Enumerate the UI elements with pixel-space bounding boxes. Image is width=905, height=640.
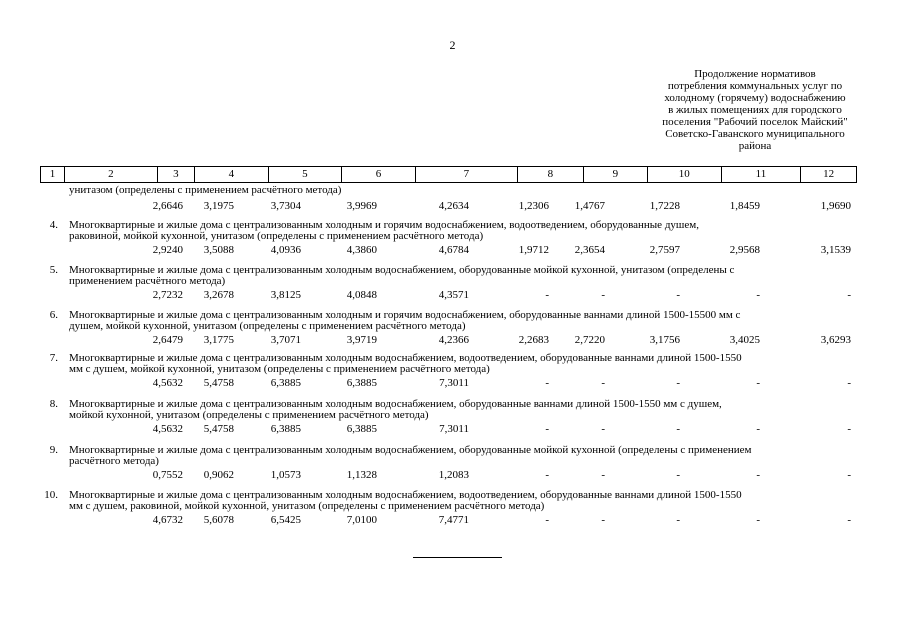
description-line: Многоквартирные и жилые дома с централизованным холодным водоснабжением, водоотведением, оборудованные ваннами длиной 1500-1550 xyxy=(69,489,742,501)
row-number: 5. xyxy=(49,264,58,276)
row-description xyxy=(69,399,872,421)
value-cell: - xyxy=(676,289,680,301)
value-cell: 6,3885 xyxy=(346,423,377,435)
value-row xyxy=(40,289,857,302)
value-cell: 7,3011 xyxy=(439,377,469,389)
value-cell: 2,2683 xyxy=(518,334,549,346)
row-description: унитазом (определены с применением расчётного метода) xyxy=(69,184,342,196)
row-number: 9. xyxy=(49,444,58,456)
description-line: расчётного метода) xyxy=(69,455,159,467)
value-cell: 5,6078 xyxy=(203,514,234,526)
value-cell: - xyxy=(676,377,680,389)
row-description xyxy=(69,490,872,512)
value-cell: 3,9719 xyxy=(346,334,377,346)
value-cell: 1,7228 xyxy=(649,200,680,212)
value-cell: 3,1775 xyxy=(203,334,234,346)
value-cell: 5,4758 xyxy=(203,377,234,389)
value-cell: 1,9690 xyxy=(820,200,851,212)
description-line: душем, мойкой кухонной, унитазом (определены с применением расчётного метода) xyxy=(69,320,466,332)
caption-line: района xyxy=(738,140,772,152)
value-cell: 3,7071 xyxy=(270,334,301,346)
value-cell: 0,9062 xyxy=(203,469,234,481)
value-cell: - xyxy=(545,377,549,389)
row-description xyxy=(69,353,872,375)
value-cell: 3,2678 xyxy=(203,289,234,301)
value-row xyxy=(40,244,857,257)
row-number: 4. xyxy=(49,219,58,231)
value-cell: 2,7232 xyxy=(152,289,183,301)
value-cell: 3,1756 xyxy=(649,334,680,346)
value-cell: - xyxy=(847,377,851,389)
column-header: 4 xyxy=(195,167,269,183)
column-header: 5 xyxy=(268,167,342,183)
row-number: 7. xyxy=(49,352,58,364)
value-cell: - xyxy=(545,289,549,301)
value-cell: - xyxy=(601,469,605,481)
description-line: Многоквартирные и жилые дома с централизованным холодным и горячим водоснабжением, водоотведением, оборудованные душем, xyxy=(69,219,699,231)
value-cell: - xyxy=(847,423,851,435)
description-line: мм с душем, раковиной, мойкой кухонной, унитазом (определены с применением расчётного метода) xyxy=(69,500,545,512)
value-cell: - xyxy=(676,469,680,481)
column-header-table xyxy=(40,166,857,183)
value-cell: - xyxy=(601,377,605,389)
value-cell: 4,3860 xyxy=(346,244,377,256)
value-cell: 4,2366 xyxy=(438,334,469,346)
value-cell: 1,1328 xyxy=(346,469,377,481)
value-cell: 4,6732 xyxy=(152,514,183,526)
column-header: 3 xyxy=(157,167,194,183)
value-cell: 2,6646 xyxy=(152,200,183,212)
row-number: 10. xyxy=(44,489,58,501)
value-cell: 4,2634 xyxy=(438,200,469,212)
description-line: мойкой кухонной, унитазом (определены с применением расчётного метода) xyxy=(69,409,429,421)
value-cell: - xyxy=(676,423,680,435)
value-row xyxy=(40,423,857,436)
value-cell: - xyxy=(847,514,851,526)
value-cell: 4,0848 xyxy=(346,289,377,301)
value-row xyxy=(40,514,857,527)
column-header: 7 xyxy=(415,167,517,183)
value-cell: 2,9568 xyxy=(729,244,760,256)
column-header: 2 xyxy=(65,167,158,183)
value-cell: - xyxy=(756,377,760,389)
column-header: 12 xyxy=(801,167,857,183)
column-header-row xyxy=(41,167,857,183)
value-cell: 1,9712 xyxy=(518,244,549,256)
value-cell: - xyxy=(545,423,549,435)
caption-line: в жилых помещениях для городского xyxy=(668,104,842,116)
value-cell: 4,3571 xyxy=(438,289,469,301)
row-number: 6. xyxy=(49,309,58,321)
value-cell: 6,3885 xyxy=(346,377,377,389)
value-cell: 3,7304 xyxy=(270,200,301,212)
value-row xyxy=(40,200,857,213)
document-caption xyxy=(640,68,870,152)
value-cell: 6,5425 xyxy=(270,514,301,526)
value-cell: 3,9969 xyxy=(346,200,377,212)
row-description xyxy=(69,445,872,467)
value-cell: - xyxy=(676,514,680,526)
value-cell: 1,2306 xyxy=(518,200,549,212)
value-cell: - xyxy=(545,514,549,526)
value-row xyxy=(40,334,857,347)
value-cell: - xyxy=(756,469,760,481)
description-line: раковиной, мойкой кухонной, унитазом (определены с применением расчётного метода) xyxy=(69,230,484,242)
value-cell: 7,3011 xyxy=(439,423,469,435)
value-cell: 1,0573 xyxy=(270,469,301,481)
value-cell: 2,7220 xyxy=(574,334,605,346)
column-header: 6 xyxy=(342,167,416,183)
column-header: 10 xyxy=(647,167,721,183)
value-cell: 2,7597 xyxy=(649,244,680,256)
value-cell: 2,3654 xyxy=(574,244,605,256)
description-line: Многоквартирные и жилые дома с централизованным холодным водоснабжением, оборудованные мойкой кухонной, унитазом (определены с xyxy=(69,264,735,276)
value-cell: - xyxy=(756,423,760,435)
value-cell: - xyxy=(601,423,605,435)
value-cell: - xyxy=(847,469,851,481)
value-cell: 5,4758 xyxy=(203,423,234,435)
value-cell: - xyxy=(756,289,760,301)
description-line: мм с душем, мойкой кухонной, унитазом (определены с применением расчётного метода) xyxy=(69,363,490,375)
caption-line: поселения "Рабочий поселок Майский" xyxy=(662,116,848,128)
caption-line: холодному (горячему) водоснабжению xyxy=(664,92,846,104)
value-cell: 0,7552 xyxy=(152,469,183,481)
value-row xyxy=(40,377,857,390)
page-number: 2 xyxy=(449,38,456,52)
value-cell: 3,1975 xyxy=(203,200,234,212)
caption-line: Продолжение нормативов xyxy=(694,68,816,80)
description-line: Многоквартирные и жилые дома с централизованным холодным водоснабжением, оборудованные мойкой кухонной (определены с применением xyxy=(69,444,752,456)
description-line: Многоквартирные и жилые дома с централизованным холодным и горячим водоснабжением, оборудованные ваннами длиной 1500-15500 мм с xyxy=(69,309,741,321)
caption-line: Советско-Гаванского муниципального xyxy=(665,128,845,140)
value-cell: 3,6293 xyxy=(820,334,851,346)
column-header: 9 xyxy=(583,167,647,183)
value-cell: 7,4771 xyxy=(438,514,469,526)
value-cell: 1,4767 xyxy=(574,200,605,212)
value-cell: 4,5632 xyxy=(152,377,183,389)
value-cell: - xyxy=(756,514,760,526)
row-description xyxy=(69,220,872,242)
value-cell: - xyxy=(601,289,605,301)
value-cell: 6,3885 xyxy=(270,423,301,435)
value-cell: 2,9240 xyxy=(152,244,183,256)
value-cell: 3,1539 xyxy=(820,244,851,256)
value-cell: - xyxy=(847,289,851,301)
column-header: 11 xyxy=(721,167,801,183)
value-cell: 2,6479 xyxy=(152,334,183,346)
column-header: 1 xyxy=(41,167,65,183)
row-description xyxy=(69,265,872,287)
value-cell: - xyxy=(601,514,605,526)
value-cell: 4,5632 xyxy=(152,423,183,435)
end-divider xyxy=(413,557,502,558)
description-line: Многоквартирные и жилые дома с централизованным холодным водоснабжением, оборудованные ваннами длиной 1500-1550 мм с душем, xyxy=(69,398,722,410)
value-cell: 6,3885 xyxy=(270,377,301,389)
column-header: 8 xyxy=(517,167,583,183)
value-cell: 3,4025 xyxy=(729,334,760,346)
value-cell: 1,8459 xyxy=(729,200,760,212)
value-row xyxy=(40,469,857,482)
value-cell: 4,0936 xyxy=(270,244,301,256)
value-cell: 3,8125 xyxy=(270,289,301,301)
caption-line: потребления коммунальных услуг по xyxy=(667,80,843,92)
description-line: Многоквартирные и жилые дома с централизованным холодным водоснабжением, водоотведением, оборудованные ваннами длиной 1500-1550 xyxy=(69,352,742,364)
value-cell: 1,2083 xyxy=(438,469,469,481)
value-cell: 4,6784 xyxy=(438,244,469,256)
row-description xyxy=(69,310,872,332)
value-cell: 3,5088 xyxy=(203,244,234,256)
value-cell: - xyxy=(545,469,549,481)
row-number: 8. xyxy=(49,398,58,410)
value-cell: 7,0100 xyxy=(346,514,377,526)
description-line: применением расчётного метода) xyxy=(69,275,226,287)
